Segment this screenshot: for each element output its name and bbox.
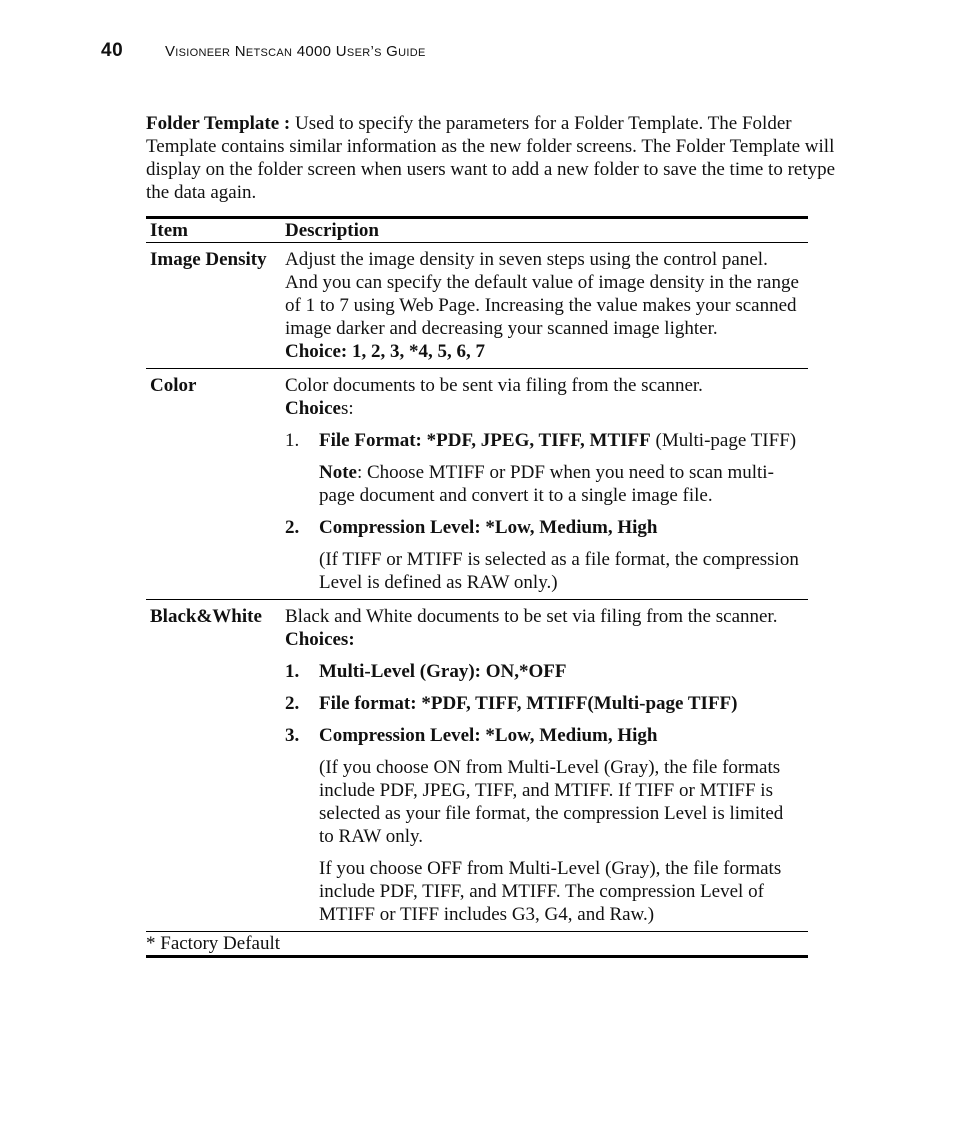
list-number: 1. [285, 661, 300, 682]
description-image-density [285, 243, 808, 369]
list-item [285, 692, 802, 715]
table-row-image-density [146, 243, 808, 369]
running-title: Visioneer Netscan 4000 User’s Guide [165, 43, 426, 60]
bw-compression-level: Compression Level: *Low, Medium, High [319, 725, 658, 746]
list-number: 3. [285, 725, 300, 746]
color-compression-level: Compression Level: *Low, Medium, High [319, 517, 658, 538]
color-note [319, 461, 802, 507]
color-text: Color documents to be sent via filing from the scanner. [285, 375, 703, 396]
page-header [101, 40, 426, 62]
bw-choices-label: Choices: [285, 629, 355, 650]
color-compression-note: (If TIFF or MTIFF is selected as a file format, the compression Level is defined as RAW only.) [319, 549, 799, 593]
list-number: 1. [285, 430, 300, 451]
bw-multi-level: Multi-Level (Gray): ON,*OFF [319, 661, 567, 682]
bw-note-off: If you choose OFF from Multi-Level (Gray), the file formats include PDF, TIFF, and MTIFF. The compression Level of MTIFF or TIFF includes G3, G4, and Raw.) [319, 858, 782, 925]
table-footnote-row [146, 932, 808, 957]
bw-note-on: (If you choose ON from Multi-Level (Gray), the file formats include PDF, JPEG, TIFF, and MTIFF. If TIFF or MTIFF is selected as your file format, the compression Level is limited to RAW only. [319, 757, 784, 847]
table-row-black-white [146, 600, 808, 932]
color-file-format-rest: (Multi-page TIFF) [650, 430, 797, 451]
color-choices-bold: Choice [285, 398, 341, 419]
note-label: Note [319, 462, 357, 483]
column-header-description: Description [285, 218, 808, 243]
folder-template-table [146, 216, 808, 958]
item-image-density: Image Density [146, 243, 285, 369]
intro-paragraph [146, 112, 854, 204]
column-header-item: Item [146, 218, 285, 243]
item-black-white: Black&White [146, 600, 285, 932]
description-black-white [285, 600, 808, 932]
bw-file-format: File format: *PDF, TIFF, MTIFF(Multi-page TIFF) [319, 693, 738, 714]
item-color: Color [146, 369, 285, 600]
list-item [285, 660, 802, 683]
list-text [319, 429, 802, 452]
table-header-row [146, 218, 808, 243]
color-file-format: File Format: *PDF, JPEG, TIFF, MTIFF [319, 430, 651, 451]
color-choices-label [285, 397, 802, 420]
image-density-choice: Choice: 1, 2, 3, *4, 5, 6, 7 [285, 341, 486, 362]
list-item [285, 724, 802, 747]
description-color [285, 369, 808, 600]
list-item [285, 516, 802, 539]
list-number: 2. [285, 693, 300, 714]
page-number: 40 [101, 40, 124, 61]
table-row-color [146, 369, 808, 600]
footnote: * Factory Default [146, 932, 808, 957]
color-choices-rest: s: [340, 398, 354, 419]
list-number: 2. [285, 517, 300, 538]
note-text: : Choose MTIFF or PDF when you need to scan multi-page document and convert it to a single image file. [319, 462, 774, 506]
bw-text: Black and White documents to be set via filing from the scanner. [285, 606, 778, 627]
list-item [285, 429, 802, 452]
intro-text: Used to specify the parameters for a Folder Template. The Folder Template contains similar information as the new folder screens. The Folder Template will display on the folder screen when users want to add a new folder to save the time to retype the data again. [146, 113, 836, 203]
intro-term: Folder Template : [146, 113, 291, 134]
image-density-text: Adjust the image density in seven steps using the control panel. And you can specify the default value of image density in the range of 1 to 7 using Web Page. Increasing the value makes your scanned image darker and decreasing your scanned image lighter. [285, 249, 799, 339]
